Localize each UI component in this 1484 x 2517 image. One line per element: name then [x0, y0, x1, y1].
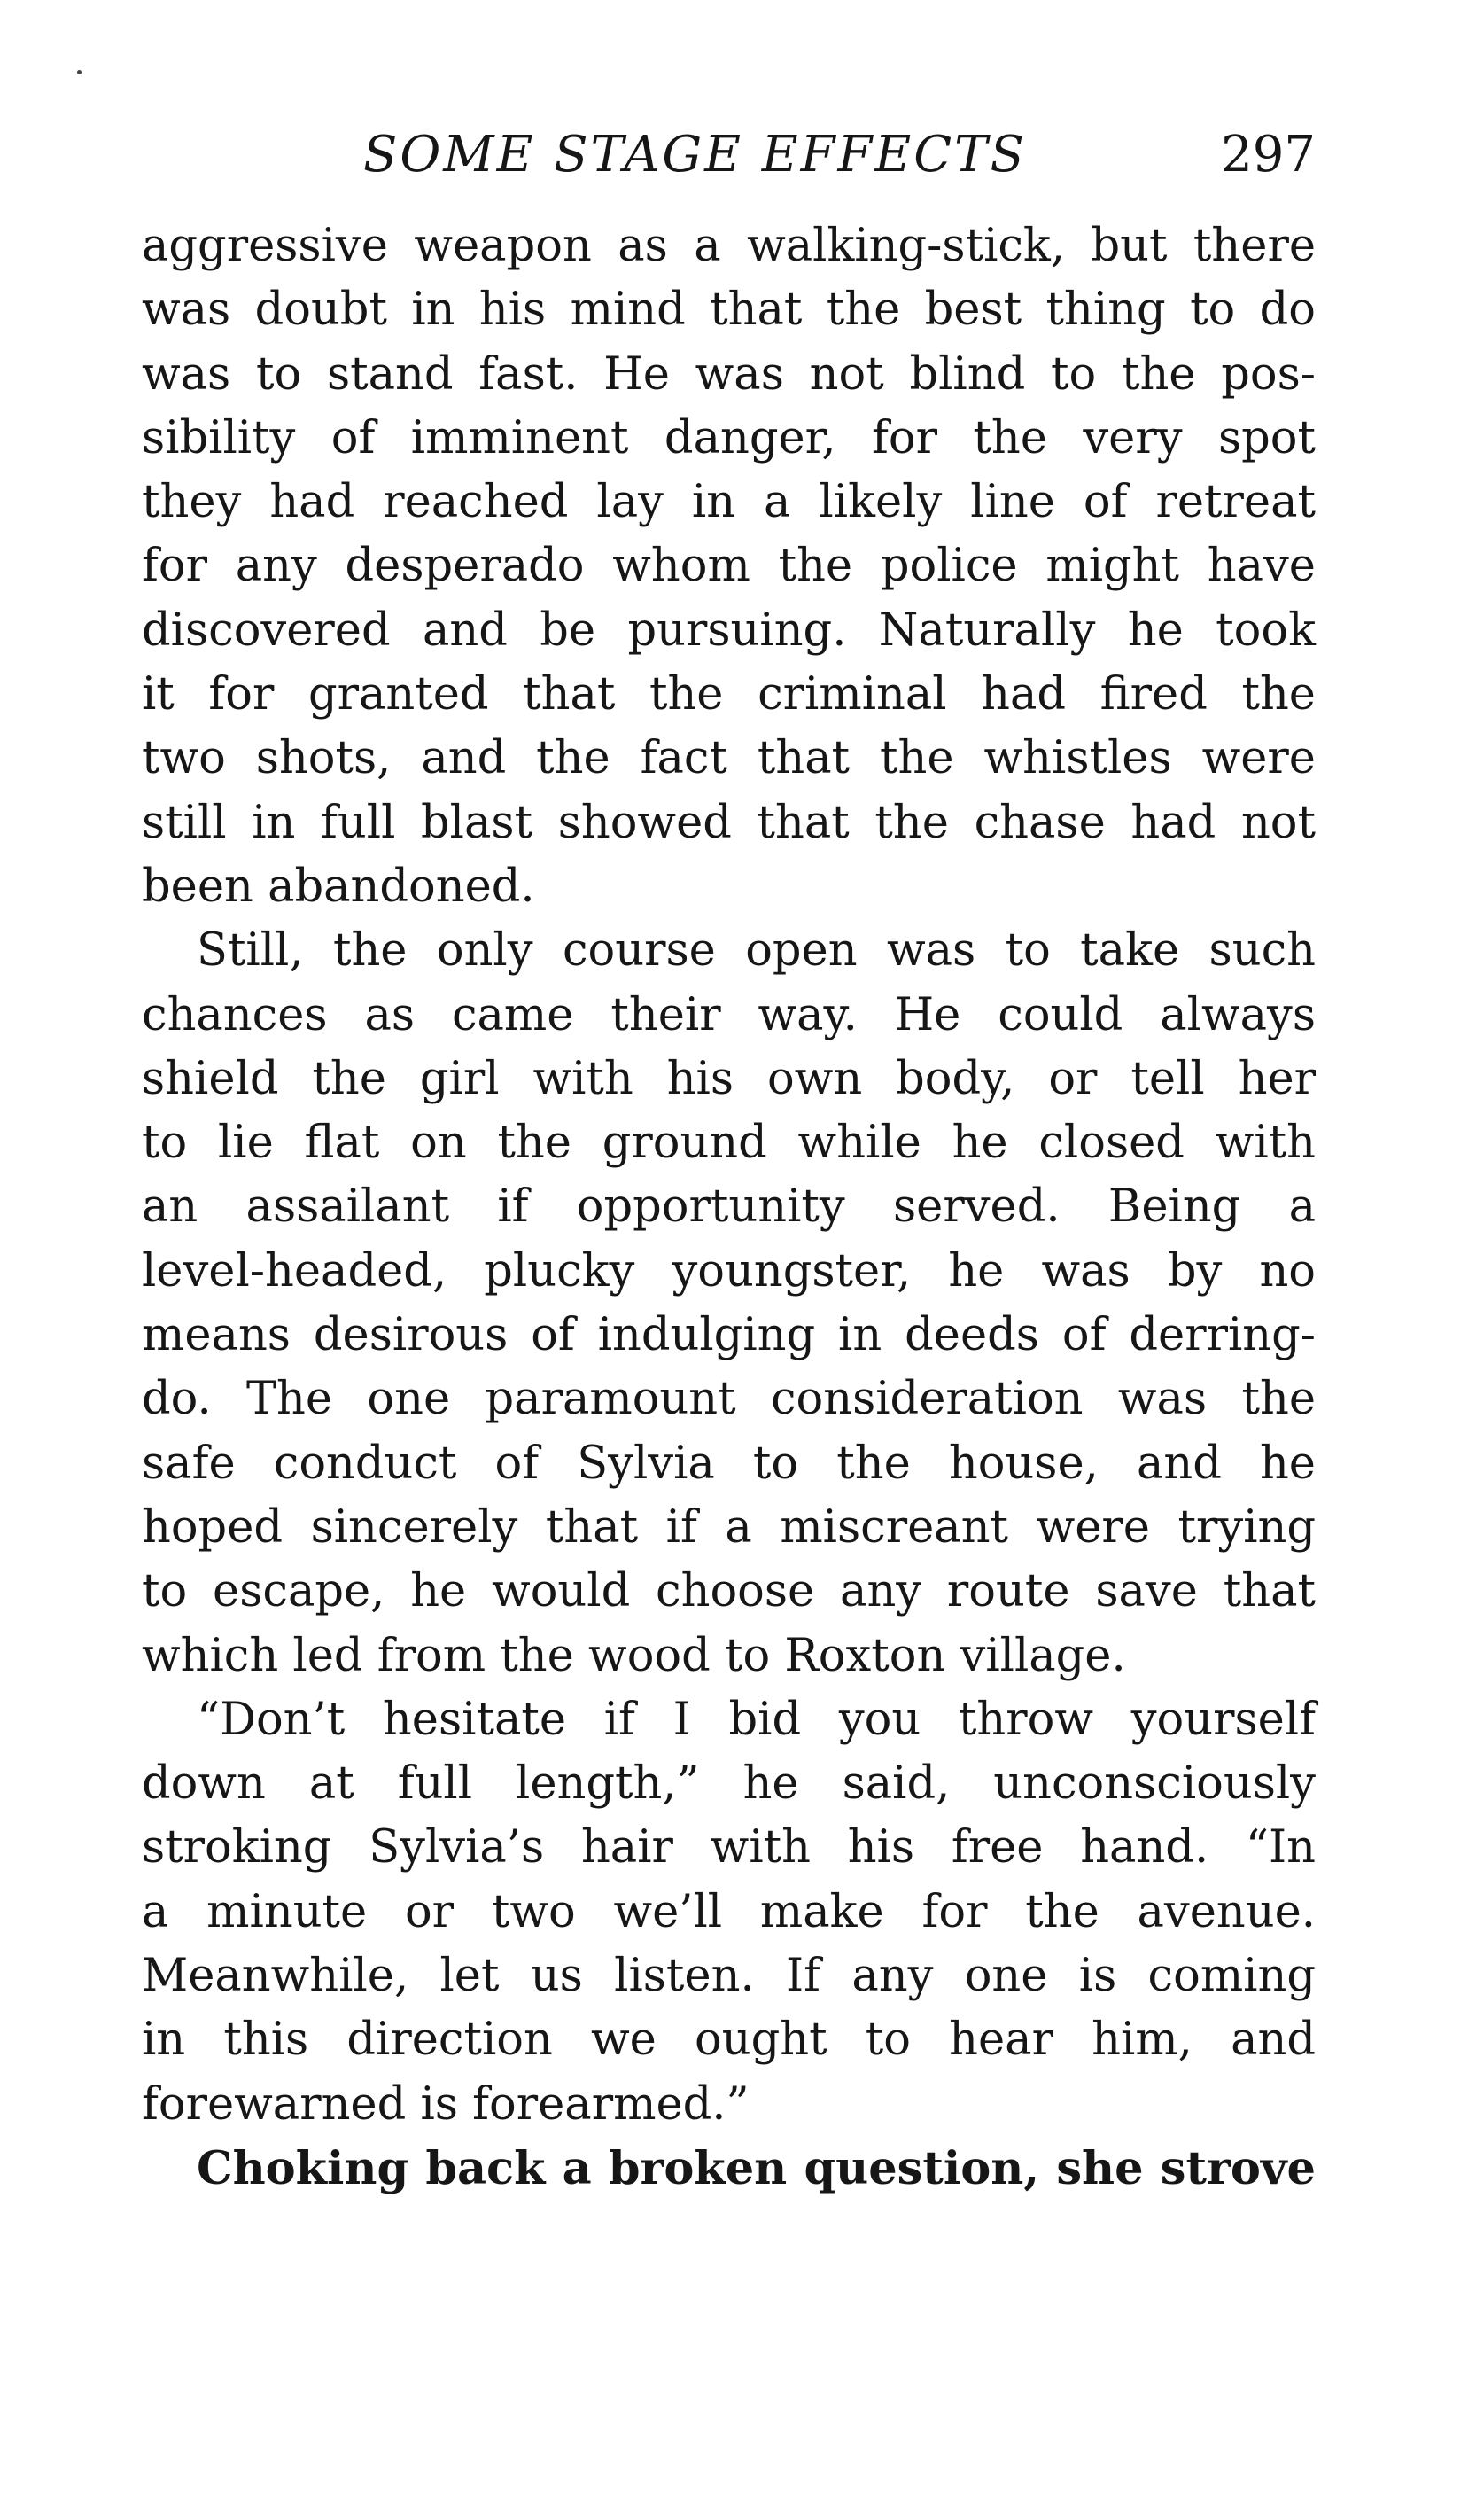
text-line: forewarned is forearmed.” [142, 2077, 750, 2131]
text-line: “Don’t hesitate if I bid you throw yourself [197, 1693, 1316, 1746]
text-line: was to stand fast. He was not blind to the pos- [142, 347, 1316, 401]
text-line: chances as came their way. He could always [142, 988, 1316, 1041]
text-line: Meanwhile, let us listen. If any one is coming [142, 1950, 1316, 2003]
text-line: to escape, he would choose any route save that [142, 1565, 1316, 1618]
text-line: hoped sincerely that if a miscreant were trying [142, 1500, 1316, 1554]
text-line: discovered and be pursuing. Naturally he took [142, 604, 1316, 657]
text-line: been abandoned. [142, 860, 535, 913]
page-number: 297 [1221, 126, 1316, 183]
running-title: SOME STAGE EFFECTS [363, 126, 1027, 183]
text-line: which led from the wood to Roxton village. [142, 1629, 1126, 1682]
paragraph-1 [142, 214, 1316, 919]
text-line: shield the girl with his own body, or tell her [142, 1052, 1316, 1105]
page-speck [77, 70, 82, 74]
text-line: an assailant if opportunity served. Being a [142, 1181, 1316, 1234]
text-line: Choking back a broken question, she strove [197, 2141, 1316, 2195]
text-line: Still, the only course open was to take such [197, 924, 1316, 978]
paragraph-4 [142, 2137, 1316, 2201]
paragraph-3 [142, 1688, 1316, 2137]
text-line: two shots, and the fact that the whistles were [142, 732, 1316, 785]
text-line: down at full length,” he said, unconsciously [142, 1757, 1316, 1811]
paragraph-2 [142, 919, 1316, 1688]
text-line: they had reached lay in a likely line of retreat [142, 476, 1316, 529]
text-line: a minute or two we’ll make for the avenue. [142, 1885, 1316, 1938]
text-line: in this direction we ought to hear him, and [142, 2014, 1316, 2067]
text-line: sibility of imminent danger, for the very spot [142, 411, 1316, 464]
text-line: was doubt in his mind that the best thing to do [142, 284, 1316, 337]
body-text [142, 214, 1316, 2201]
text-line: safe conduct of Sylvia to the house, and he [142, 1437, 1316, 1490]
text-line: means desirous of indulging in deeds of derring- [142, 1309, 1316, 1362]
running-head [142, 120, 1316, 191]
text-line: aggressive weapon as a walking-stick, but there [142, 220, 1316, 272]
text-line: to lie flat on the ground while he closed with [142, 1117, 1316, 1170]
text-line: still in full blast showed that the chase had not [142, 796, 1316, 849]
text-line: do. The one paramount consideration was the [142, 1373, 1316, 1426]
text-line: level-headed, plucky youngster, he was by no [142, 1244, 1316, 1297]
text-line: it for granted that the criminal had fired the [142, 668, 1316, 721]
text-line: for any desperado whom the police might have [142, 540, 1316, 593]
text-line: stroking Sylvia’s hair with his free hand. “In [142, 1821, 1316, 1874]
